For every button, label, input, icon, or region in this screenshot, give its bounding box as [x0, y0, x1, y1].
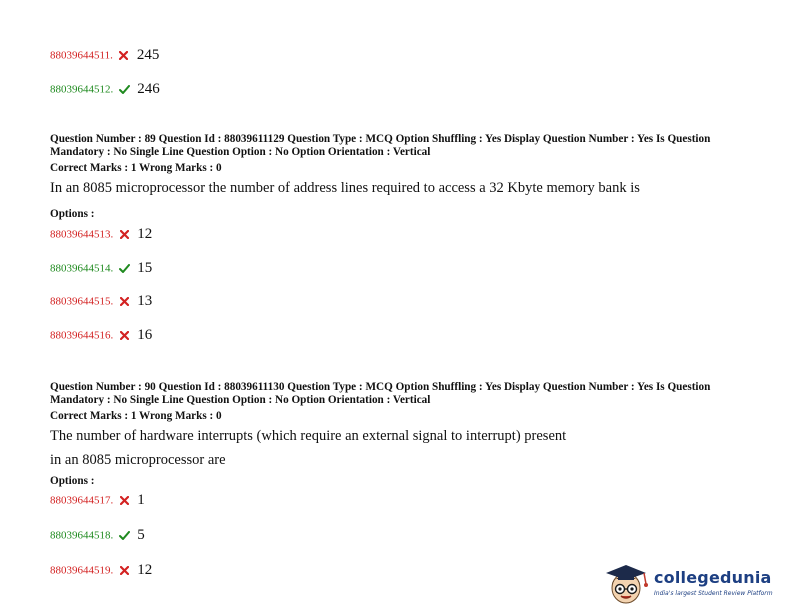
question-marks: Correct Marks : 1 Wrong Marks : 0	[50, 410, 222, 422]
option-row	[50, 46, 159, 64]
option-row	[50, 225, 152, 243]
graduate-mascot-icon	[604, 562, 650, 606]
option-value: 15	[137, 259, 153, 276]
option-id: 88039644516.	[50, 329, 114, 342]
option-value: 245	[136, 46, 160, 63]
check-icon	[117, 80, 131, 98]
question-header-line: Question Number : 89 Question Id : 88039611129 Question Type : MCQ Option Shuffling : Yes Display Question Number : Yes Is Question	[50, 133, 711, 145]
option-value: 13	[137, 292, 153, 309]
question-header-line: Mandatory : No Single Line Question Option : No Option Orientation : Vertical	[50, 146, 431, 158]
check-icon	[117, 526, 131, 544]
cross-icon	[117, 46, 131, 64]
logo-name: collegedunia	[654, 568, 772, 587]
logo-tagline: India's largest Student Review Platform	[654, 590, 773, 597]
option-row	[50, 561, 152, 579]
collegedunia-logo	[604, 562, 786, 606]
options-label: Options :	[50, 475, 95, 487]
option-id: 88039644513.	[50, 228, 114, 241]
question-header-line: Question Number : 90 Question Id : 88039611130 Question Type : MCQ Option Shuffling : Yes Display Question Number : Yes Is Question	[50, 381, 711, 393]
option-value: 12	[137, 225, 153, 242]
cross-icon	[117, 326, 131, 344]
question-header	[50, 381, 750, 407]
question-header	[50, 133, 750, 159]
option-row	[50, 80, 160, 98]
option-value: 12	[137, 561, 153, 578]
question-header-line: Mandatory : No Single Line Question Option : No Option Orientation : Vertical	[50, 394, 431, 406]
option-id: 88039644512.	[50, 83, 114, 96]
option-id: 88039644514.	[50, 262, 114, 275]
option-value: 246	[137, 80, 160, 97]
question-text: In an 8085 microprocessor the number of address lines required to access a 32 Kbyte memory bank is	[50, 180, 640, 196]
cross-icon	[117, 292, 131, 310]
option-row	[50, 259, 152, 277]
option-id: 88039644515.	[50, 295, 114, 308]
option-row	[50, 292, 152, 310]
options-label: Options :	[50, 208, 95, 220]
option-id: 88039644511.	[50, 49, 113, 62]
option-id: 88039644518.	[50, 529, 114, 542]
option-row	[50, 526, 145, 544]
cross-icon	[117, 561, 131, 579]
option-value: 1	[137, 491, 145, 508]
check-icon	[117, 259, 131, 277]
cross-icon	[117, 491, 131, 509]
option-id: 88039644517.	[50, 494, 114, 507]
option-id: 88039644519.	[50, 564, 114, 577]
cross-icon	[117, 225, 131, 243]
question-marks: Correct Marks : 1 Wrong Marks : 0	[50, 162, 222, 174]
option-value: 5	[137, 526, 145, 543]
option-value: 16	[137, 326, 153, 343]
option-row	[50, 326, 152, 344]
question-text: The number of hardware interrupts (which require an external signal to interrupt) present	[50, 428, 567, 444]
option-row	[50, 491, 145, 509]
question-text-continued: in an 8085 microprocessor are	[50, 452, 226, 468]
